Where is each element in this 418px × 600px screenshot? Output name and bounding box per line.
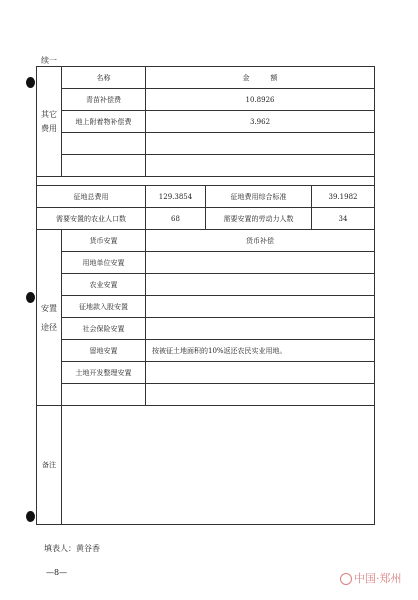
other-fees-label: 其它费用 <box>37 67 62 177</box>
table-row <box>37 318 375 340</box>
resettle-method: 征地款入股安置 <box>62 296 146 318</box>
resettle-detail: 货币补偿 <box>146 230 375 252</box>
table-row <box>37 340 375 362</box>
fee-name: 地上附着物补偿费 <box>62 111 146 133</box>
emblem-icon <box>340 573 352 585</box>
remark-content <box>62 406 375 525</box>
watermark-text: 中国·郑州 <box>354 572 402 585</box>
resettle-detail <box>146 362 375 384</box>
resettlement-label: 安置途径 <box>37 230 62 406</box>
fee-name <box>62 133 146 155</box>
page-number: —8— <box>46 568 68 577</box>
total-cost-label: 征地总费用 <box>37 186 146 208</box>
resettle-detail <box>146 274 375 296</box>
resettle-method: 用地单位安置 <box>62 252 146 274</box>
table-row <box>37 362 375 384</box>
table-row <box>37 230 375 252</box>
resettle-detail <box>146 318 375 340</box>
resettle-method <box>62 384 146 406</box>
labor-value: 34 <box>312 208 375 230</box>
resettle-method: 农业安置 <box>62 274 146 296</box>
fee-amount <box>146 155 375 177</box>
resettle-method: 留地安置 <box>62 340 146 362</box>
summary-row <box>37 186 375 208</box>
fee-amount: 3.962 <box>146 111 375 133</box>
resettle-detail <box>146 384 375 406</box>
col-header-name: 名称 <box>62 67 146 89</box>
punch-hole <box>26 292 35 303</box>
col-header-amount: 金 额 <box>146 67 375 89</box>
table-row <box>37 133 375 155</box>
form-filler: 填表人：黄谷香 <box>44 544 100 553</box>
remark-label: 备注 <box>37 406 62 525</box>
resettle-detail: 按被征土地面积的10%返还农民实业用地。 <box>146 340 375 362</box>
table-row <box>37 252 375 274</box>
separator-row <box>37 177 375 186</box>
table-row <box>37 274 375 296</box>
ag-population-value: 68 <box>146 208 206 230</box>
land-acquisition-table <box>36 66 374 525</box>
table-row <box>37 296 375 318</box>
fee-amount: 10.8926 <box>146 89 375 111</box>
resettle-method: 货币安置 <box>62 230 146 252</box>
fee-amount <box>146 133 375 155</box>
total-cost-value: 129.3854 <box>146 186 206 208</box>
resettle-method: 土地开发整理安置 <box>62 362 146 384</box>
ag-population-label: 需要安置的农业人口数 <box>37 208 146 230</box>
resettle-method: 社会保险安置 <box>62 318 146 340</box>
punch-hole <box>26 77 35 88</box>
resettle-detail <box>146 252 375 274</box>
labor-label: 需要安置的劳动力人数 <box>206 208 312 230</box>
table-row <box>37 89 375 111</box>
punch-hole <box>26 511 35 522</box>
table-row <box>37 384 375 406</box>
standard-value: 39.1982 <box>312 186 375 208</box>
watermark <box>340 570 402 586</box>
summary-row <box>37 208 375 230</box>
remark-row <box>37 406 375 525</box>
table-row <box>37 155 375 177</box>
table-row <box>37 111 375 133</box>
table-header-row <box>37 67 375 89</box>
fee-name <box>62 155 146 177</box>
standard-label: 征地费用综合标准 <box>206 186 312 208</box>
fee-name: 青苗补偿费 <box>62 89 146 111</box>
continuation-label: 续一 <box>41 56 57 65</box>
resettle-detail <box>146 296 375 318</box>
